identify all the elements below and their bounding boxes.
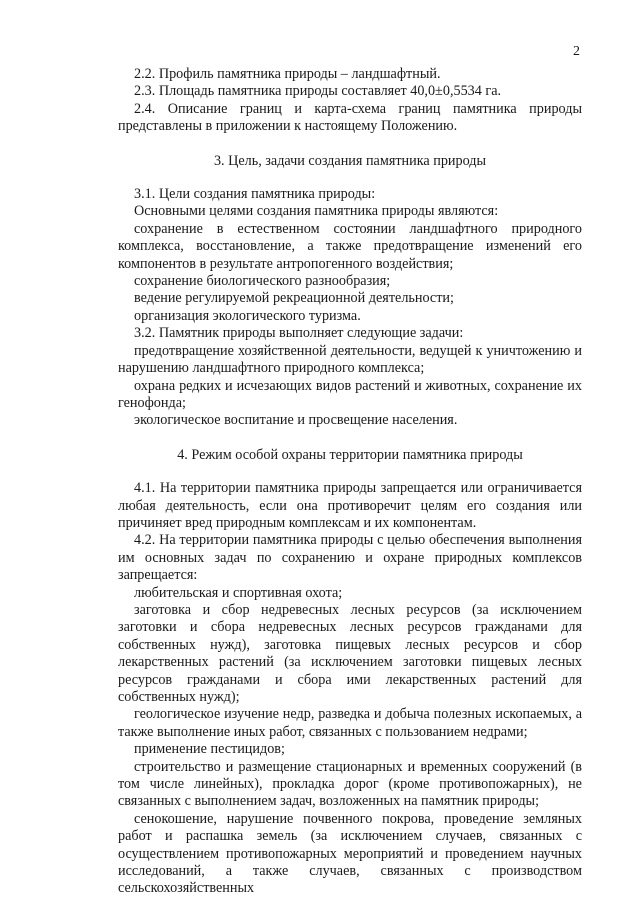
paragraph-ban-haymaking: сенокошение, нарушение почвенного покрова, проведение земляных работ и распашка земель (за исключением случаев, связанных с осуществлением противопожарных мероприятий и проведением научных исследований, а также случаев, связанных с производством сельскохозяйственных — [118, 810, 582, 897]
paragraph-task-protection: охрана редких и исчезающих видов растений и животных, сохранение их генофонда; — [118, 377, 582, 411]
paragraph-goal-preservation: сохранение в естественном состоянии ландшафтного природного комплекса, восстановление, а также предотвращение изменений его компонентов в результате антропогенного воздействия; — [118, 220, 582, 272]
paragraph-4-2: 4.2. На территории памятника природы с целью обеспечения выполнения им основных задач по сохранению и охране природных комплексов запрещается: — [118, 532, 582, 584]
section-4-heading: 4. Режим особой охраны территории памятника природы — [177, 446, 523, 463]
paragraph-3-2: 3.2. Памятник природы выполняет следующие задачи: — [134, 325, 464, 342]
paragraph-goals-intro: Основными целями создания памятника природы являются: — [134, 203, 499, 220]
paragraph-task-education: экологическое воспитание и просвещение населения. — [134, 412, 458, 429]
paragraph-ban-hunting: любительская и спортивная охота; — [134, 584, 343, 601]
paragraph-4-1: 4.1. На территории памятника природы запрещается или ограничивается любая деятельность, если она противоречит целям его создания или причиняет вред природным комплексам и их компонентам. — [118, 480, 582, 531]
paragraph-goal-recreation: ведение регулируемой рекреационной деятельности; — [134, 290, 454, 307]
paragraph-ban-pesticides: применение пестицидов; — [134, 741, 285, 758]
paragraph-2-3: 2.3. Площадь памятника природы составляет 40,0±0,5534 га. — [134, 83, 502, 100]
paragraph-2-2: 2.2. Профиль памятника природы – ландшафтный. — [134, 66, 441, 82]
paragraph-goal-biodiversity: сохранение биологического разнообразия; — [134, 273, 391, 290]
paragraph-3-1: 3.1. Цели создания памятника природы: — [134, 186, 376, 203]
paragraph-task-prevention: предотвращение хозяйственной деятельности, ведущей к уничтожению и нарушению ландшафтного природного комплекса; — [118, 342, 582, 377]
paragraph-ban-forest-resources: заготовка и сбор недревесных лесных ресурсов (за исключением заготовки и сбора недревесных лесных ресурсов гражданами для собственных нужд), заготовка пищевых лесных ресурсов и сбор лекарственных растений (за исключением заготовки пищевых лесных ресурсов гражданами и сбора ими лекарственных растений для собственных нужд); — [118, 601, 582, 705]
section-3-heading: 3. Цель, задачи создания памятника природы — [213, 152, 487, 169]
page-number: 2 — [573, 44, 580, 59]
paragraph-ban-construction: строительство и размещение стационарных и временных сооружений (в том числе линейных), прокладка дорог (кроме противопожарных), не связанных с выполнением задач, возложенных на памятник природы; — [118, 758, 582, 810]
paragraph-goal-tourism: организация экологического туризма. — [134, 307, 361, 324]
paragraph-ban-geology: геологическое изучение недр, разведка и добыча полезных ископаемых, а также выполнение иных работ, связанных с пользованием недрами; — [118, 706, 582, 740]
paragraph-2-4: 2.4. Описание границ и карта-схема границ памятника природы представлены в приложении к настоящему Положению. — [118, 100, 582, 135]
document-body — [118, 66, 582, 898]
